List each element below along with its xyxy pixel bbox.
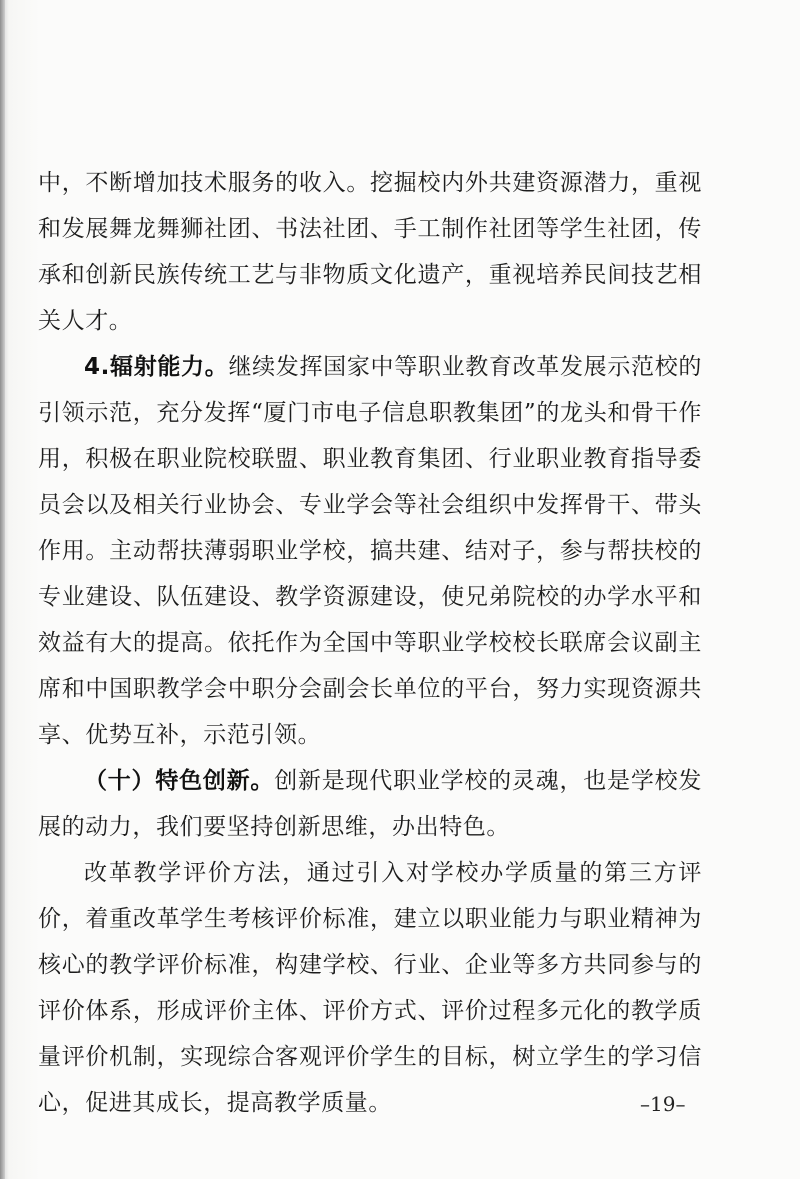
paragraph-radiation-capacity	[38, 344, 702, 758]
paragraph-continuation	[38, 160, 702, 344]
page-number: –19–	[640, 1092, 686, 1116]
paragraph-text: 继续发挥国家中等职业教育改革发展示范校的引领示范，充分发挥“厦门市电子信息职教集团”的龙头和骨干作用，积极在职业院校联盟、职业教育集团、行业职业教育指导委员会以及相关行业协会、专业学会等社会组织中发挥骨干、带头作用。主动帮扶薄弱职业学校，搞共建、结对子，参与帮扶校的专业建设、队伍建设、教学资源建设，使兄弟院校的办学水平和效益有大的提高。依托作为全国中等职业学校校长联席会议副主席和中国职教学会中职分会副会长单位的平台，努力实现资源共享、优势互补，示范引领。	[38, 354, 702, 748]
document-body	[38, 160, 702, 1126]
section-heading: （十）特色创新。	[84, 768, 275, 794]
paragraph-evaluation-reform	[38, 850, 702, 1126]
paragraph-text: 创新是现代职业学校的灵魂，也是学校发展的动力，我们要坚持创新思维，办出特色。	[38, 768, 702, 840]
page-binding-edge	[0, 0, 5, 1179]
paragraph-feature-innovation	[38, 758, 702, 850]
paragraph-text: 改革教学评价方法，通过引入对学校办学质量的第三方评价，着重改革学生考核评价标准，建立以职业能力与职业精神为核心的教学评价标准，构建学校、行业、企业等多方共同参与的评价体系，形成评价主体、评价方式、评价过程多元化的教学质量评价机制，实现综合客观评价学生的目标，树立学生的学习信心，促进其成长，提高教学质量。	[38, 860, 702, 1116]
paragraph-text: 中，不断增加技术服务的收入。挖掘校内外共建资源潜力，重视和发展舞龙舞狮社团、书法社团、手工制作社团等学生社团，传承和创新民族传统工艺与非物质文化遗产，重视培养民间技艺相关人才。	[38, 170, 702, 334]
section-heading: 4.辐射能力。	[84, 354, 229, 380]
